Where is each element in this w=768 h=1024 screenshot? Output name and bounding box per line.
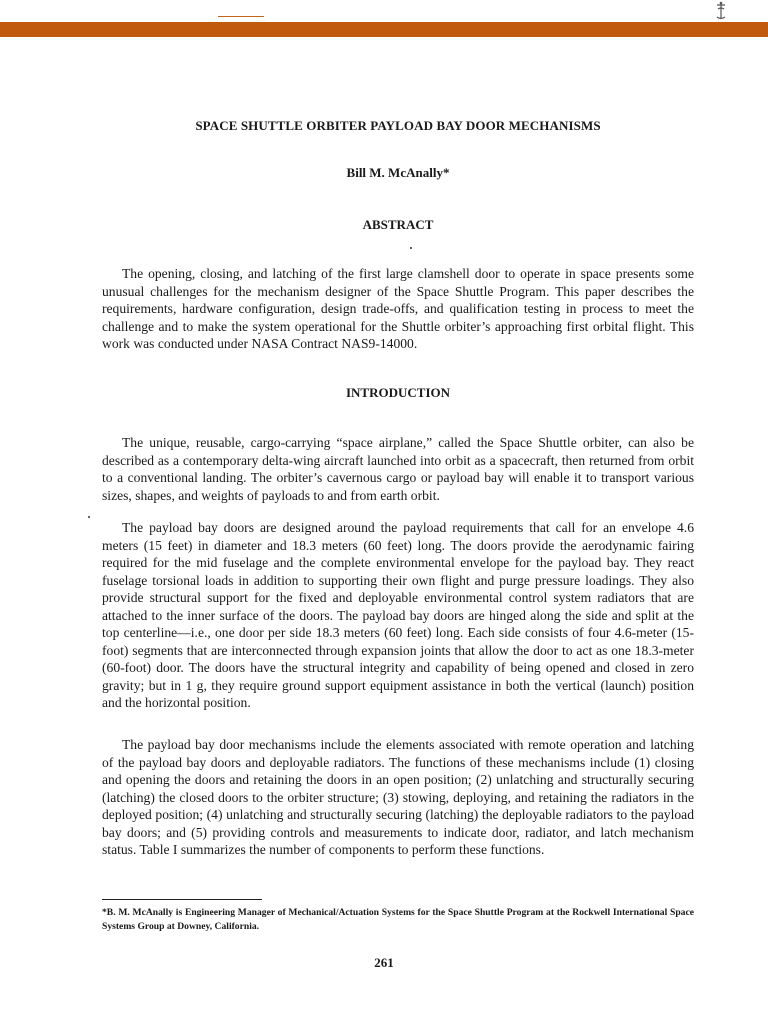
footnote-rule <box>102 899 262 900</box>
scan-speck <box>410 247 412 249</box>
header-band <box>0 22 768 37</box>
abstract-paragraph: The opening, closing, and latching of the first large clamshell door to operate in space presents some unusual challenges for the mechanism designer of the Space Shuttle Program. This paper describes the requirements, hardware configuration, design trade-offs, and qualification testing in process to meet the challenge and to make the system operational for the Shuttle orbiter’s approaching first orbital flight. This work was conducted under NASA Contract NAS9-14000. <box>102 266 694 351</box>
abstract-heading: ABSTRACT <box>362 217 434 232</box>
intro-paragraph-2: The payload bay doors are designed around the payload requirements that call for an envelope 4.6 meters (15 feet) in diameter and 18.3 meters (60 feet) long. The doors provide the aerodynamic fairing required for the mid fuselage and the complete environmental envelope for the payload bay. They react fuselage torsional loads in addition to supporting their own flight and purge pressure loadings. They also provide structural support for the fixed and deployable environmental control system radiators that are attached to the inner surface of the doors. The payload bay doors are hinged along the side and split at the top centerline—i.e., one door per side 18.3 meters (60 feet) long. Each side consists of four 4.6-meter (15-foot) segments that are interconnected through expansion joints that allow the door to act as one 18.3-meter (60-foot) door. The doors have the structural integrity and capability of being opened and closed in zero gravity; but in 1 g, they require ground support equipment assistance in both the vertical (launch) position and the horizontal position. <box>102 520 694 710</box>
intro-paragraph-1: The unique, reusable, cargo-carrying “space airplane,” called the Space Shuttle orbiter, can also be described as a contemporary delta-wing aircraft launched into orbit as a spacecraft, then returned from orbit to a conventional landing. The orbiter’s cavernous cargo or payload bay will enable it to transport various sizes, shapes, and weights of payloads to and from earth orbit. <box>102 435 694 503</box>
top-strip <box>0 0 768 22</box>
author-footnote: *B. M. McAnally is Engineering Manager of Mechanical/Actuation Systems for the Space Shuttle Program at the Rockwell International Space Systems Group at Downey, California. <box>102 907 694 932</box>
introduction-heading: INTRODUCTION <box>345 385 450 400</box>
author-line: Bill M. McAnally* <box>346 165 450 180</box>
page-number: 261 <box>374 955 394 970</box>
intro-paragraph-3: The payload bay door mechanisms include the elements associated with remote operation and latching of the payload bay doors and deployable radiators. The functions of these mechanisms include (1) closing and opening the doors and retaining the doors in an open position; (2) unlatching and structurally securing (latching) the closed doors to the orbiter structure; (3) stowing, deploying, and retaining the radiators in the deployed position; (4) unlatching and structurally securing (latching) the deployable radiators to the payload bay doors; and (5) providing controls and measurements to indicate door, radiator, and latch mechanism status. Table I summarizes the number of components to perform these functions. <box>102 737 694 857</box>
scan-speck <box>88 516 90 518</box>
header-rule <box>218 16 264 17</box>
paper-title: SPACE SHUTTLE ORBITER PAYLOAD BAY DOOR MECHANISMS <box>195 118 601 133</box>
anchor-flourish-icon <box>714 1 728 21</box>
